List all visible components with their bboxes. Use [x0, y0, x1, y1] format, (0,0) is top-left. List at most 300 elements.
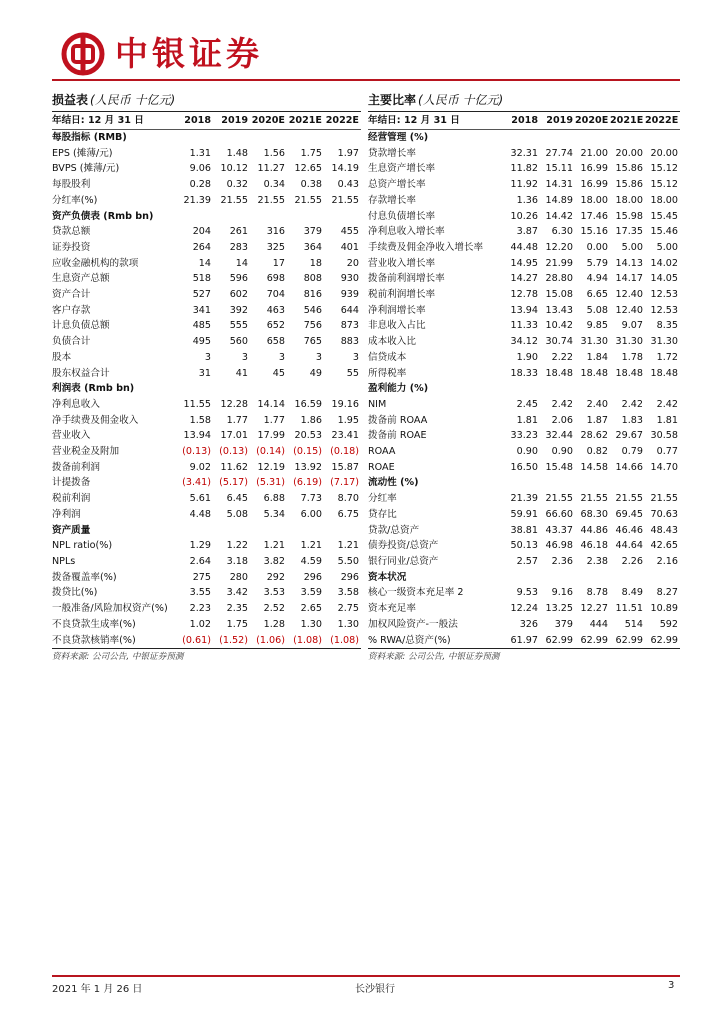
cell-value: 18.00 [650, 194, 678, 206]
section-label: 流动性 (%) [368, 477, 419, 489]
table-row [52, 460, 361, 476]
row-label: 付息负债增长率 [368, 210, 436, 222]
row-label: 营业收入 [52, 430, 91, 442]
cell-value: 873 [340, 320, 359, 332]
cell-value: 15.11 [545, 163, 573, 175]
row-label: 客户存款 [52, 304, 91, 316]
brand-name: 中银证券 [115, 34, 263, 73]
cell-value: 32.44 [545, 430, 573, 442]
cell-value: 325 [266, 241, 285, 253]
cell-value: 2.38 [586, 555, 608, 567]
cell-value: 15.87 [331, 461, 359, 473]
year-end-label: 年结日: 12 月 31 日 [368, 112, 505, 130]
table-row [52, 554, 361, 570]
cell-value: 62.99 [540, 633, 575, 649]
cell-value: 11.51 [615, 603, 643, 615]
column-header: 2019 [540, 112, 575, 130]
panel-title-unit: (人民币 十亿元) [90, 93, 176, 107]
table-row [368, 318, 680, 334]
cell-value: 21.39 [510, 493, 538, 505]
cell-value: 21.55 [650, 493, 678, 505]
row-label: 拨备前 ROAA [368, 414, 428, 426]
cell-value: 2.65 [300, 603, 322, 615]
cell-value: 2.64 [189, 555, 211, 567]
source-note: 资料来源: 公司公告, 中银证券预测 [52, 652, 184, 663]
table-row [368, 397, 680, 413]
cell-value: 43.37 [545, 524, 573, 536]
cell-value: 1.95 [337, 414, 359, 426]
row-label: 生息资产总额 [52, 273, 110, 285]
section-header-row [368, 570, 680, 586]
table-row [368, 460, 680, 476]
table-row [52, 585, 361, 601]
header-divider [52, 79, 680, 81]
cell-value: 364 [303, 241, 322, 253]
row-label: 生息资产增长率 [368, 163, 436, 175]
table-row [52, 303, 361, 319]
cell-value: 8.27 [656, 587, 678, 599]
cell-value: 592 [659, 618, 678, 630]
cell-value: 264 [192, 241, 211, 253]
cell-value: 658 [266, 336, 285, 348]
table-row [52, 444, 361, 460]
boc-logo-icon [61, 32, 105, 76]
cell-value: 68.30 [580, 508, 608, 520]
cell-value: 14 [198, 257, 211, 269]
cell-value: 6.65 [586, 289, 608, 301]
cell-value: 14.05 [650, 273, 678, 285]
cell-value: 17.99 [257, 430, 285, 442]
cell-value: 6.45 [226, 493, 248, 505]
cell-value: (7.17) [330, 477, 359, 489]
row-label: 一般准备/风险加权资产(%) [52, 603, 168, 615]
cell-value: 292 [266, 571, 285, 583]
cell-value: 296 [303, 571, 322, 583]
cell-value: 2.22 [551, 351, 573, 363]
section-label: 资本状况 [368, 571, 407, 583]
row-label: 拨备前利润增长率 [368, 273, 445, 285]
row-label: 信贷成本 [368, 351, 407, 363]
cell-value: 20.00 [615, 147, 643, 159]
cell-value: (0.13) [182, 446, 211, 458]
cell-value: 3 [352, 351, 359, 363]
cell-value: 0.32 [226, 179, 248, 191]
cell-value: 2.06 [551, 414, 573, 426]
cell-value: 15.98 [615, 210, 643, 222]
cell-value: 3 [204, 351, 211, 363]
cell-value: 33.23 [510, 430, 538, 442]
row-label: NPL ratio(%) [52, 540, 113, 552]
cell-value: 3.58 [337, 587, 359, 599]
cell-value: 31.30 [615, 336, 643, 348]
cell-value: (0.15) [293, 446, 322, 458]
row-label: 营业税金及附加 [52, 446, 120, 458]
row-label: 非息收入占比 [368, 320, 426, 332]
row-label: 净利润增长率 [368, 304, 426, 316]
panel-title-unit: (人民币 十亿元) [418, 93, 504, 107]
table-header-row [368, 112, 680, 130]
cell-value: 280 [229, 571, 248, 583]
cell-value: 12.40 [615, 289, 643, 301]
table-row [52, 161, 361, 177]
cell-value: 62.99 [610, 633, 645, 649]
cell-value: 1.78 [621, 351, 643, 363]
cell-value: 14.02 [650, 257, 678, 269]
cell-value: 5.00 [656, 241, 678, 253]
cell-value: 2.45 [516, 398, 538, 410]
table-row [52, 491, 361, 507]
table-row [52, 428, 361, 444]
table-row [368, 287, 680, 303]
table-row [368, 428, 680, 444]
section-label: 资产质量 [52, 524, 91, 536]
column-header: 2021E [287, 112, 324, 130]
section-header-row [368, 475, 680, 491]
row-label: 计提拨备 [52, 477, 91, 489]
cell-value: 3 [278, 351, 285, 363]
cell-value: 70.63 [650, 508, 678, 520]
cell-value: 546 [303, 304, 322, 316]
row-label: 手续费及佣金净收入增长率 [368, 241, 484, 253]
cell-value: 283 [229, 241, 248, 253]
row-label: 贷款总额 [52, 226, 91, 238]
panel-title [52, 90, 361, 112]
cell-value: 13.94 [183, 430, 211, 442]
cell-value: 3.82 [263, 555, 285, 567]
cell-value: 2.52 [263, 603, 285, 615]
table-row [52, 507, 361, 523]
cell-value: 15.46 [650, 226, 678, 238]
table-row [368, 554, 680, 570]
cell-value: 1.21 [300, 540, 322, 552]
cell-value: 518 [192, 273, 211, 285]
cell-value: 14.27 [510, 273, 538, 285]
cell-value: 31.30 [580, 336, 608, 348]
cell-value: 38.81 [510, 524, 538, 536]
cell-value: 0.34 [263, 179, 285, 191]
row-label: 加权风险资产-一般法 [368, 618, 458, 630]
column-header: 2018 [505, 112, 540, 130]
cell-value: 14.66 [615, 461, 643, 473]
row-label: 不良贷款生成率(%) [52, 618, 136, 630]
cell-value: 5.08 [226, 508, 248, 520]
row-label: 贷款/总资产 [368, 524, 420, 536]
cell-value: 15.45 [650, 210, 678, 222]
cell-value: 66.60 [545, 508, 573, 520]
table-row [52, 601, 361, 617]
cell-value: 21.39 [183, 194, 211, 206]
cell-value: 4.94 [586, 273, 608, 285]
row-label: 证券投资 [52, 241, 91, 253]
cell-value: 765 [303, 336, 322, 348]
cell-value: 48.43 [650, 524, 678, 536]
cell-value: 602 [229, 289, 248, 301]
cell-value: 15.86 [615, 163, 643, 175]
cell-value: 296 [340, 571, 359, 583]
cell-value: 18.48 [545, 367, 573, 379]
cell-value: 13.25 [545, 603, 573, 615]
cell-value: 8.35 [656, 320, 678, 332]
table-row [52, 224, 361, 240]
cell-value: 30.58 [650, 430, 678, 442]
cell-value: 32.31 [510, 147, 538, 159]
cell-value: 19.16 [331, 398, 359, 410]
cell-value: 14.58 [580, 461, 608, 473]
table-row [52, 240, 361, 256]
cell-value: 12.28 [220, 398, 248, 410]
cell-value: (1.08) [324, 633, 361, 649]
cell-value: 1.97 [337, 147, 359, 159]
cell-value: 14.42 [545, 210, 573, 222]
table-row [52, 318, 361, 334]
cell-value: 10.26 [510, 210, 538, 222]
cell-value: 9.02 [189, 461, 211, 473]
column-header: 2020E [250, 112, 287, 130]
cell-value: 44.64 [615, 540, 643, 552]
cell-value: (5.17) [219, 477, 248, 489]
cell-value: 5.50 [337, 555, 359, 567]
table-row [368, 161, 680, 177]
row-label: EPS (摊薄/元) [52, 147, 113, 159]
section-header-row [52, 130, 361, 146]
column-header: 2022E [645, 112, 680, 130]
cell-value: 0.79 [621, 446, 643, 458]
cell-value: 816 [303, 289, 322, 301]
cell-value: 6.00 [300, 508, 322, 520]
cell-value: 14.13 [615, 257, 643, 269]
cell-value: 14.17 [615, 273, 643, 285]
cell-value: 14 [235, 257, 248, 269]
cell-value: 527 [192, 289, 211, 301]
cell-value: 16.50 [510, 461, 538, 473]
cell-value: 455 [340, 226, 359, 238]
row-label: 所得税率 [368, 367, 407, 379]
cell-value: 9.85 [586, 320, 608, 332]
column-header: 2021E [610, 112, 645, 130]
column-header: 2020E [575, 112, 610, 130]
cell-value: (3.41) [182, 477, 211, 489]
cell-value: 16.59 [294, 398, 322, 410]
cell-value: 21.55 [220, 194, 248, 206]
table-row [368, 491, 680, 507]
cell-value: 3 [241, 351, 248, 363]
cell-value: 379 [303, 226, 322, 238]
cell-value: 275 [192, 571, 211, 583]
cell-value: 21.99 [545, 257, 573, 269]
table-header-row [52, 112, 361, 130]
income-statement-table [52, 112, 361, 649]
table-row [368, 601, 680, 617]
table-row [368, 209, 680, 225]
cell-value: 4.59 [300, 555, 322, 567]
report-date: 2021 年 1 月 26 日 [52, 984, 143, 995]
cell-value: 883 [340, 336, 359, 348]
cell-value: 50.13 [510, 540, 538, 552]
cell-value: 261 [229, 226, 248, 238]
company-name: 长沙银行 [355, 984, 395, 995]
cell-value: 1.22 [226, 540, 248, 552]
cell-value: 555 [229, 320, 248, 332]
cell-value: 21.55 [615, 493, 643, 505]
section-label: 每股指标 (RMB) [52, 132, 127, 143]
cell-value: 46.18 [580, 540, 608, 552]
cell-value: 1.86 [300, 414, 322, 426]
cell-value: 11.82 [510, 163, 538, 175]
row-label: 不良贷款核销率(%) [52, 633, 176, 649]
table-row [368, 193, 680, 209]
cell-value: 15.12 [650, 179, 678, 191]
cell-value: 14.14 [257, 398, 285, 410]
cell-value: 62.99 [575, 633, 610, 649]
cell-value: 12.65 [294, 163, 322, 175]
cell-value: 10.42 [545, 320, 573, 332]
cell-value: 9.07 [621, 320, 643, 332]
section-header-row [368, 381, 680, 397]
cell-value: 560 [229, 336, 248, 348]
section-header-row [52, 523, 361, 539]
cell-value: (0.18) [330, 446, 359, 458]
cell-value: 44.86 [580, 524, 608, 536]
table-row [52, 475, 361, 491]
cell-value: 12.53 [650, 289, 678, 301]
cell-value: 2.36 [551, 555, 573, 567]
cell-value: 1.30 [337, 618, 359, 630]
cell-value: 21.55 [545, 493, 573, 505]
cell-value: 8.49 [621, 587, 643, 599]
cell-value: 1.77 [263, 414, 285, 426]
cell-value: 1.81 [516, 414, 538, 426]
table-row [368, 523, 680, 539]
cell-value: 0.38 [300, 179, 322, 191]
cell-value: 3.53 [263, 587, 285, 599]
row-label: 存款增长率 [368, 194, 416, 206]
cell-value: 326 [519, 618, 538, 630]
cell-value: 1.90 [516, 351, 538, 363]
row-label: 净手续费及佣金收入 [52, 414, 139, 426]
table-row [368, 538, 680, 554]
cell-value: 2.16 [656, 555, 678, 567]
cell-value: 49 [309, 367, 322, 379]
cell-value: 1.29 [189, 540, 211, 552]
cell-value: 12.53 [650, 304, 678, 316]
table-row [368, 146, 680, 162]
cell-value: 12.24 [510, 603, 538, 615]
table-row [52, 570, 361, 586]
cell-value: 18.00 [580, 194, 608, 206]
cell-value: 11.55 [183, 398, 211, 410]
cell-value: 1.87 [586, 414, 608, 426]
row-label: 负债合计 [52, 336, 91, 348]
cell-value: 7.73 [300, 493, 322, 505]
panel-title-main: 主要比率 [368, 93, 417, 107]
cell-value: 14.95 [510, 257, 538, 269]
source-note: 资料来源: 公司公告, 中银证券预测 [368, 652, 500, 663]
cell-value: 9.16 [551, 587, 573, 599]
row-label: 计息负债总额 [52, 320, 110, 332]
cell-value: 1.77 [226, 414, 248, 426]
row-label: 拨贷比(%) [52, 587, 98, 599]
cell-value: (1.06) [250, 633, 287, 649]
cell-value: 20 [346, 257, 359, 269]
cell-value: (0.61) [176, 633, 213, 649]
cell-value: 21.55 [331, 194, 359, 206]
cell-value: 5.00 [621, 241, 643, 253]
cell-value: 12.19 [257, 461, 285, 473]
cell-value: 12.20 [545, 241, 573, 253]
cell-value: 14.89 [545, 194, 573, 206]
row-label: 拨备前利润 [52, 461, 100, 473]
page-number: 3 [668, 980, 675, 991]
table-row [368, 444, 680, 460]
cell-value: 3.87 [516, 226, 538, 238]
cell-value: 1.21 [263, 540, 285, 552]
table-row [52, 633, 361, 649]
cell-value: 3.42 [226, 587, 248, 599]
cell-value: 27.74 [545, 147, 573, 159]
cell-value: (0.13) [219, 446, 248, 458]
cell-value: 55 [346, 367, 359, 379]
cell-value: 8.78 [586, 587, 608, 599]
cell-value: 17.35 [615, 226, 643, 238]
row-label: 净利息收入 [52, 398, 100, 410]
cell-value: 2.26 [621, 555, 643, 567]
table-row [52, 397, 361, 413]
row-label: 资本充足率 [368, 603, 416, 615]
cell-value: 3.55 [189, 587, 211, 599]
table-row [52, 193, 361, 209]
row-label: 净利润 [52, 508, 81, 520]
cell-value: 930 [340, 273, 359, 285]
key-ratios-panel [368, 90, 680, 665]
row-label: 贷款增长率 [368, 147, 416, 159]
cell-value: 13.92 [294, 461, 322, 473]
cell-value: 15.86 [615, 179, 643, 191]
cell-value: 69.45 [615, 508, 643, 520]
cell-value: 0.90 [551, 446, 573, 458]
cell-value: 3 [315, 351, 322, 363]
cell-value: 1.21 [337, 540, 359, 552]
cell-value: 444 [589, 618, 608, 630]
cell-value: 23.41 [331, 430, 359, 442]
row-label: NIM [368, 398, 387, 410]
cell-value: 2.23 [189, 603, 211, 615]
table-row [52, 366, 361, 382]
cell-value: 15.16 [580, 226, 608, 238]
cell-value: 3.59 [300, 587, 322, 599]
table-row [368, 507, 680, 523]
table-row [368, 303, 680, 319]
cell-value: 62.99 [645, 633, 680, 649]
row-label: 股本 [52, 351, 72, 363]
cell-value: 379 [554, 618, 573, 630]
section-label: 盈利能力 (%) [368, 383, 429, 395]
cell-value: 11.27 [257, 163, 285, 175]
row-label: 营业收入增长率 [368, 257, 436, 269]
cell-value: 0.77 [656, 446, 678, 458]
cell-value: 18.48 [580, 367, 608, 379]
table-row [368, 617, 680, 633]
cell-value: 9.06 [189, 163, 211, 175]
cell-value: (1.52) [213, 633, 250, 649]
cell-value: 1.83 [621, 414, 643, 426]
column-header: 2018 [176, 112, 213, 130]
cell-value: 21.55 [257, 194, 285, 206]
cell-value: 1.36 [516, 194, 538, 206]
cell-value: (1.08) [287, 633, 324, 649]
key-ratios-table [368, 112, 680, 649]
section-header-row [368, 130, 680, 146]
row-label: ROAA [368, 446, 396, 458]
